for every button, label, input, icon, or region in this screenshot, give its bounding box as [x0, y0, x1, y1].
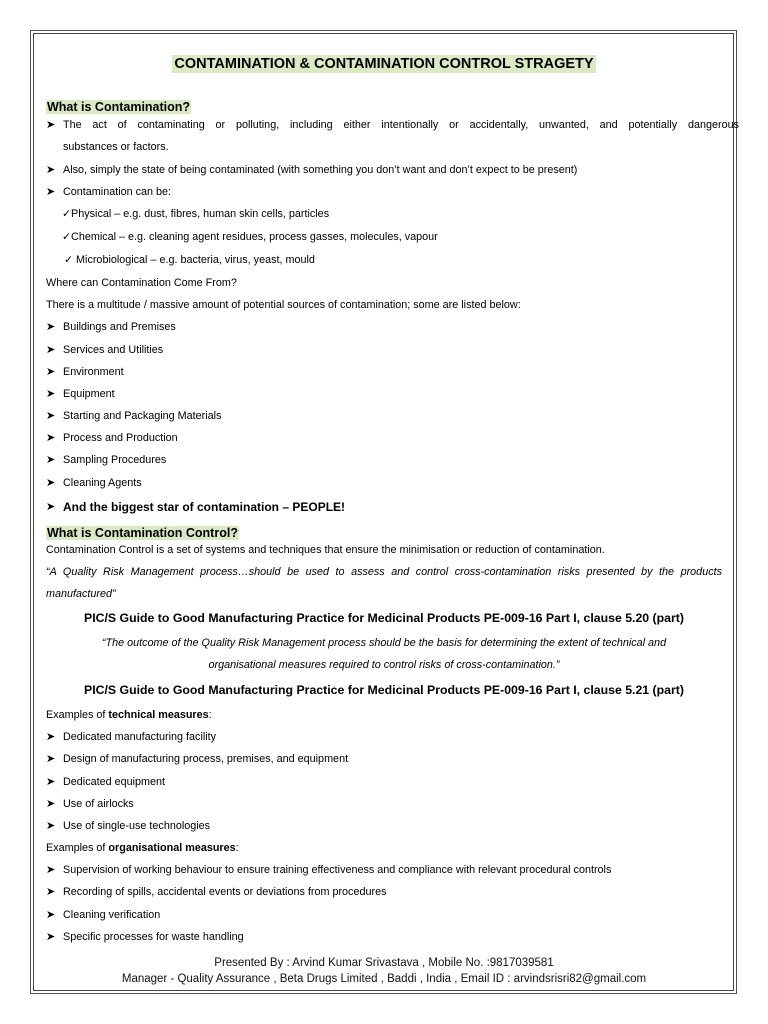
- arrowhead-bullet-icon: ➤: [46, 909, 56, 921]
- footer-contact: Manager - Quality Assurance , Beta Drugs Limited , Baddi , India , Email ID : arvindsrisri82@gmail.com: [121, 973, 647, 985]
- qrm-quote-2: “The outcome of the Quality Risk Management process should be the basis for determining the extent of technical and: [101, 637, 667, 649]
- sources-intro: There is a multitude / massive amount of potential sources of contamination; some are listed below:: [46, 299, 521, 311]
- guide-reference-5-21: PIC/S Guide to Good Manufacturing Practice for Medicinal Products PE-009-16 Part I, clause 5.21 (part): [84, 683, 684, 697]
- where-question: Where can Contamination Come From?: [46, 277, 237, 289]
- organisational-measures-label: Examples of organisational measures:: [46, 842, 239, 854]
- technical-item: ➤ Use of single-use technologies: [46, 820, 211, 832]
- source-item: ➤ Equipment: [46, 388, 115, 400]
- technical-item: ➤ Use of airlocks: [46, 798, 134, 810]
- qrm-quote-1-continued: manufactured”: [46, 588, 116, 600]
- source-item: ➤ Services and Utilities: [46, 344, 164, 356]
- arrowhead-bullet-icon: ➤: [46, 820, 56, 832]
- arrowhead-bullet-icon: ➤: [46, 164, 56, 176]
- source-item: ➤ Sampling Procedures: [46, 454, 167, 466]
- arrowhead-bullet-icon: ➤: [46, 731, 56, 743]
- organisational-item: ➤ Supervision of working behaviour to ensure training effectiveness and compliance with relevant procedural controls: [46, 864, 612, 876]
- arrowhead-bullet-icon: ➤: [46, 388, 56, 400]
- arrowhead-bullet-icon: ➤: [46, 321, 56, 333]
- checkmark-icon: ✓: [64, 254, 74, 266]
- arrowhead-bullet-icon: ➤: [46, 410, 56, 422]
- arrowhead-bullet-icon: ➤: [46, 366, 56, 378]
- section-heading-contamination-control: What is Contamination Control?: [47, 526, 238, 540]
- arrowhead-bullet-icon: ➤: [46, 753, 56, 765]
- qrm-quote-1: “A Quality Risk Management process…should be used to assess and control cross-contamination risks presented by the products: [46, 566, 722, 578]
- qrm-quote-2-continued: organisational measures required to control risks of cross-contamination.”: [208, 659, 560, 671]
- arrowhead-bullet-icon: ➤: [46, 432, 56, 444]
- organisational-item: ➤ Cleaning verification: [46, 909, 161, 921]
- arrowhead-bullet-icon: ➤: [46, 344, 56, 356]
- source-item: ➤ Cleaning Agents: [46, 477, 142, 489]
- definition-bullet-continued: substances or factors.: [63, 141, 169, 153]
- state-bullet: ➤ Also, simply the state of being contaminated (with something you don’t want and don’t expect to be present): [46, 164, 578, 176]
- arrowhead-bullet-icon: ➤: [46, 886, 56, 898]
- arrowhead-bullet-icon: ➤: [46, 776, 56, 788]
- document-title-text: CONTAMINATION & CONTAMINATION CONTROL STRAGETY: [174, 56, 594, 72]
- source-item: ➤ Environment: [46, 366, 124, 378]
- arrowhead-bullet-icon: ➤: [46, 864, 56, 876]
- guide-reference-5-20: PIC/S Guide to Good Manufacturing Practice for Medicinal Products PE-009-16 Part I, clause 5.20 (part): [84, 611, 684, 625]
- arrowhead-bullet-icon: ➤: [46, 119, 56, 131]
- technical-measures-label: Examples of technical measures:: [46, 709, 212, 721]
- check-item-chemical: ✓Chemical – e.g. cleaning agent residues, process gasses, molecules, vapour: [62, 231, 438, 243]
- organisational-item: ➤ Recording of spills, accidental events or deviations from procedures: [46, 886, 387, 898]
- source-item: ➤ Starting and Packaging Materials: [46, 410, 222, 422]
- check-item-physical: ✓Physical – e.g. dust, fibres, human skin cells, particles: [62, 208, 330, 220]
- people-highlight: ➤ And the biggest star of contamination – PEOPLE!: [46, 500, 346, 514]
- technical-item: ➤ Dedicated manufacturing facility: [46, 731, 217, 743]
- organisational-item: ➤ Specific processes for waste handling: [46, 931, 244, 943]
- arrowhead-bullet-icon: ➤: [46, 798, 56, 810]
- arrowhead-bullet-icon: ➤: [46, 501, 56, 513]
- arrowhead-bullet-icon: ➤: [46, 454, 56, 466]
- document-title: [0, 55, 768, 73]
- source-item: ➤ Buildings and Premises: [46, 321, 176, 333]
- arrowhead-bullet-icon: ➤: [46, 931, 56, 943]
- types-bullet: ➤ Contamination can be:: [46, 186, 172, 198]
- arrowhead-bullet-icon: ➤: [46, 477, 56, 489]
- section-heading-contamination: What is Contamination?: [47, 100, 191, 114]
- footer-presenter: Presented By : Arvind Kumar Srivastava , Mobile No. :9817039581: [214, 957, 554, 969]
- definition-bullet: ➤ The act of contaminating or polluting, including either intentionally or accidentally, unwanted, and potentially dangerous: [46, 119, 739, 131]
- control-definition: Contamination Control is a set of systems and techniques that ensure the minimisation or reduction of contamination.: [46, 544, 605, 556]
- check-item-microbiological: ✓ Microbiological – e.g. bacteria, virus, yeast, mould: [64, 254, 315, 266]
- checkmark-icon: ✓: [62, 231, 72, 243]
- technical-item: ➤ Dedicated equipment: [46, 776, 166, 788]
- arrowhead-bullet-icon: ➤: [46, 186, 56, 198]
- checkmark-icon: ✓: [62, 208, 72, 220]
- source-item: ➤ Process and Production: [46, 432, 178, 444]
- technical-item: ➤ Design of manufacturing process, premises, and equipment: [46, 753, 349, 765]
